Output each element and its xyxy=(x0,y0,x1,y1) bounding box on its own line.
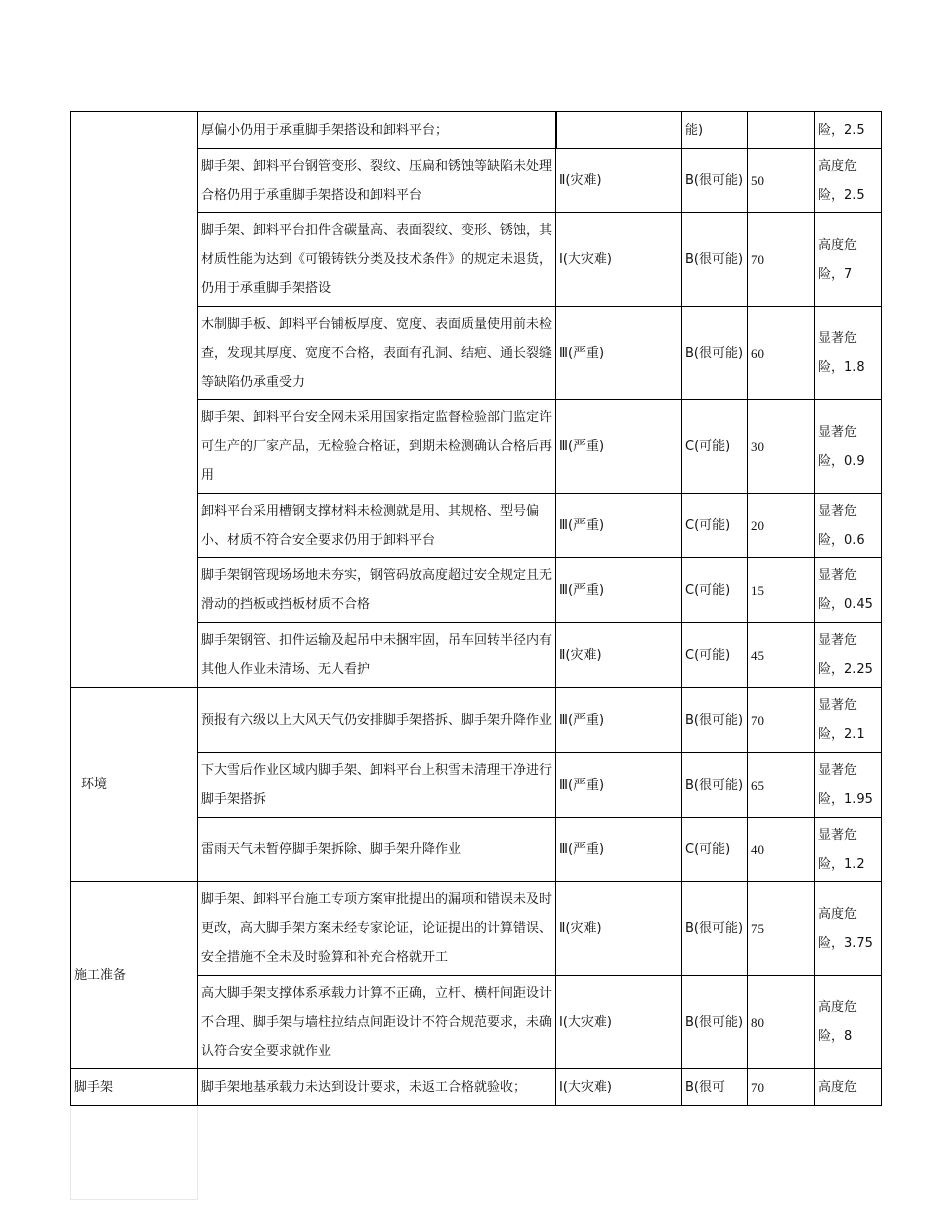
severity-cell: Ⅲ(严重) xyxy=(556,400,682,494)
severity-cell: Ⅱ(灾难) xyxy=(556,149,682,213)
risk-value-cell: 65 xyxy=(748,753,815,818)
table-row xyxy=(71,112,882,149)
likelihood-cell: C(可能) xyxy=(682,400,748,494)
risk-level-cell: 高度危 xyxy=(815,1069,882,1106)
likelihood-cell: C(可能) xyxy=(682,623,748,688)
risk-value-cell: 40 xyxy=(748,818,815,882)
hazard-description: 脚手架、卸料平台钢管变形、裂纹、压扁和锈蚀等缺陷未处理合格仍用于承重脚手架搭设和卸料平台 xyxy=(198,149,556,213)
likelihood-cell: C(可能) xyxy=(682,558,748,623)
hazard-description: 雷雨天气未暂停脚手架拆除、脚手架升降作业 xyxy=(198,818,556,882)
severity-cell: Ⅱ(灾难) xyxy=(556,882,682,976)
risk-table xyxy=(70,111,882,1106)
risk-value-cell: 70 xyxy=(748,1069,815,1106)
risk-level-cell: 显著危险，0.45 xyxy=(815,558,882,623)
severity-cell: Ⅰ(大灾难) xyxy=(556,213,682,307)
risk-level-cell: 显著危险，1.2 xyxy=(815,818,882,882)
risk-value-cell: 80 xyxy=(748,976,815,1069)
likelihood-cell: B(很可能) xyxy=(682,976,748,1069)
risk-value-cell: 75 xyxy=(748,882,815,976)
severity-cell: Ⅲ(严重) xyxy=(556,818,682,882)
risk-level-cell: 高度危险，2.5 xyxy=(815,149,882,213)
hazard-description: 脚手架钢管、扣件运输及起吊中未捆牢固，吊车回转半径内有其他人作业未清场、无人看护 xyxy=(198,623,556,688)
hazard-description: 预报有六级以上大风天气仍安排脚手架搭拆、脚手架升降作业 xyxy=(198,688,556,753)
likelihood-cell: B(很可能) xyxy=(682,213,748,307)
hazard-description: 脚手架钢管现场场地未夯实，钢管码放高度超过安全规定且无滑动的挡板或挡板材质不合格 xyxy=(198,558,556,623)
risk-level-cell: 显著危险，2.25 xyxy=(815,623,882,688)
risk-value-cell: 15 xyxy=(748,558,815,623)
category-construction-prep: 施工准备 xyxy=(71,882,198,1069)
risk-value-cell: 20 xyxy=(748,494,815,558)
category-cell xyxy=(71,112,198,688)
hazard-description: 高大脚手架支撑体系承载力计算不正确，立杆、横杆间距设计不合理、脚手架与墙柱拉结点间距设计不符合规范要求，未确认符合安全要求就作业 xyxy=(198,976,556,1069)
table-row xyxy=(71,1069,882,1106)
table-row xyxy=(71,688,882,753)
risk-value-cell: 45 xyxy=(748,623,815,688)
likelihood-cell: B(很可能) xyxy=(682,753,748,818)
likelihood-cell: B(很可 xyxy=(682,1069,748,1106)
severity-cell xyxy=(556,112,682,149)
likelihood-cell: B(很可能) xyxy=(682,307,748,400)
risk-level-cell: 显著危险，1.8 xyxy=(815,307,882,400)
risk-value-cell: 60 xyxy=(748,307,815,400)
hazard-description: 脚手架地基承载力未达到设计要求，未返工合格就验收； xyxy=(198,1069,556,1106)
category-environment: 环境 xyxy=(71,688,198,882)
severity-cell: Ⅲ(严重) xyxy=(556,307,682,400)
hazard-description: 厚偏小仍用于承重脚手架搭设和卸料平台； xyxy=(198,112,556,149)
severity-cell: Ⅲ(严重) xyxy=(556,753,682,818)
hazard-description: 卸料平台采用槽钢支撑材料未检测就是用、其规格、型号偏小、材质不符合安全要求仍用于卸料平台 xyxy=(198,494,556,558)
hazard-description: 下大雪后作业区域内脚手架、卸料平台上积雪未清理干净进行脚手架搭拆 xyxy=(198,753,556,818)
risk-level-cell: 高度危险，8 xyxy=(815,976,882,1069)
likelihood-cell: B(很可能) xyxy=(682,688,748,753)
hazard-description: 木制脚手板、卸料平台铺板厚度、宽度、表面质量使用前未检查，发现其厚度、宽度不合格，表面有孔洞、结疤、通长裂缝等缺陷仍承重受力 xyxy=(198,307,556,400)
risk-value-cell: 70 xyxy=(748,213,815,307)
likelihood-cell: 能) xyxy=(682,112,748,149)
risk-value-cell: 30 xyxy=(748,400,815,494)
risk-level-cell: 险，2.5 xyxy=(815,112,882,149)
severity-cell: Ⅰ(大灾难) xyxy=(556,1069,682,1106)
risk-level-cell: 显著危险，0.6 xyxy=(815,494,882,558)
hazard-description: 脚手架、卸料平台安全网未采用国家指定监督检验部门监定许可生产的厂家产品，无检验合格证，到期未检测确认合格后再用 xyxy=(198,400,556,494)
severity-cell: Ⅰ(大灾难) xyxy=(556,976,682,1069)
risk-value-cell xyxy=(748,112,815,149)
risk-level-cell: 显著危险，1.95 xyxy=(815,753,882,818)
severity-cell: Ⅲ(严重) xyxy=(556,558,682,623)
likelihood-cell: C(可能) xyxy=(682,494,748,558)
likelihood-cell: C(可能) xyxy=(682,818,748,882)
likelihood-cell: B(很可能) xyxy=(682,882,748,976)
severity-cell: Ⅲ(严重) xyxy=(556,494,682,558)
hazard-description: 脚手架、卸料平台扣件含碳量高、表面裂纹、变形、锈蚀，其材质性能为达到《可锻铸铁分类及技术条件》的规定未退货，仍用于承重脚手架搭设 xyxy=(198,213,556,307)
risk-assessment-sheet xyxy=(70,111,881,1106)
hazard-description: 脚手架、卸料平台施工专项方案审批提出的漏项和错误未及时更改，高大脚手架方案未经专家论证，论证提出的计算错误、安全措施不全未及时验算和补充合格就开工 xyxy=(198,882,556,976)
risk-level-cell: 高度危险，7 xyxy=(815,213,882,307)
risk-level-cell: 显著危险，0.9 xyxy=(815,400,882,494)
risk-level-cell: 显著危险，2.1 xyxy=(815,688,882,753)
category-scaffold: 脚手架 xyxy=(71,1069,198,1106)
severity-cell: Ⅲ(严重) xyxy=(556,688,682,753)
risk-level-cell: 高度危险，3.75 xyxy=(815,882,882,976)
risk-value-cell: 70 xyxy=(748,688,815,753)
severity-cell: Ⅱ(灾难) xyxy=(556,623,682,688)
table-row xyxy=(71,882,882,976)
risk-value-cell: 50 xyxy=(748,149,815,213)
likelihood-cell: B(很可能) xyxy=(682,149,748,213)
table-continuation-stub xyxy=(70,1107,198,1200)
